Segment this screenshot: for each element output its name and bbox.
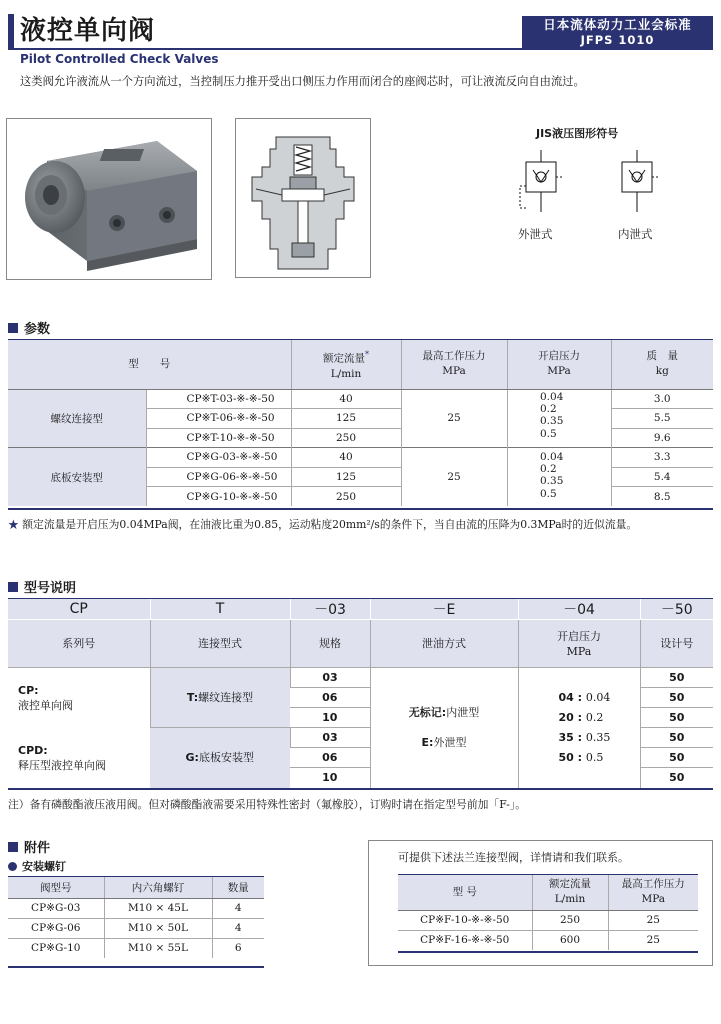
title-accent-bar [8,14,14,50]
pressure-cell: 25 [401,448,507,507]
mass-cell: 3.3 [611,448,713,468]
model-cell: CP※T-03-※-※-50 [146,389,291,409]
flow-cell: 40 [291,389,401,409]
standard-line-2: JFPS 1010 [580,33,655,47]
flow-cell: 250 [291,487,401,507]
group-threaded: 螺纹连接型 [8,389,146,448]
valve-section-drawing [235,118,371,278]
table-row [8,448,713,468]
square-bullet-icon [8,582,18,592]
series-cell: CP: 液控单向阀 CPD: 释压型液控单向阀 [8,668,150,788]
bolt-col-qty: 数量 [212,877,264,898]
model-code-note: 注）备有磷酸酯液压液用阀。但对磷酸酯液需要采用特殊性密封（氟橡胶），订购时请在指定型号前加「F-」。 [8,798,527,811]
connection-subplate: G:底板安装型 [150,728,290,788]
params-col-pressure: 最高工作压力 MPa [401,340,507,389]
design-cell: 50 [640,728,713,748]
flange-col-pressure: 最高工作压力 MPa [608,875,698,910]
mass-cell: 5.4 [611,467,713,487]
params-heading-text: 参数 [24,322,51,337]
accessories-heading-text: 附件 [24,841,51,856]
model-cell: CP※G-10-※-※-50 [146,487,291,507]
crack-value: 0.5 [540,427,557,440]
model-code-heading-text: 型号说明 [24,581,77,596]
page-title: 液控单向阀 [20,16,156,46]
bolt-table-bottom-rule [8,966,264,968]
external-drain-caption: 外泄式 [518,227,553,241]
standard-badge [522,16,713,48]
flange-table [398,875,698,950]
table-row: CP※G-06 M10 × 50L 4 [8,918,264,938]
params-footnote [8,517,637,532]
size-cell: 03 [290,668,370,688]
internal-drain-symbol [612,150,662,216]
square-bullet-icon [8,842,18,852]
crack-value: 0.04 [540,391,564,403]
crack-value: 0.2 [540,403,557,416]
label-connection: 连接型式 [150,620,290,668]
model-code-table [8,599,713,788]
star-icon: ★ [8,518,19,531]
bolt-col-model: 阀型号 [8,877,104,898]
size-cell: 10 [290,768,370,788]
label-series: 系列号 [8,620,150,668]
label-crack: 开启压力 MPa [518,620,640,668]
params-col-model: 型 号 [8,340,291,389]
model-cell: CP※G-03-※-※-50 [146,448,291,468]
crack-values-threaded [540,391,580,440]
jis-symbol-title: JIS液压图形符号 [536,127,619,140]
design-cell: 50 [640,688,713,708]
mass-cell: 8.5 [611,487,713,507]
cross-section-illustration [236,119,370,277]
drain-cell: 无标记:内泄型 E:外泄型 [370,668,518,788]
product-photo [6,118,212,280]
params-col-mass: 质 量 kg [611,340,713,389]
model-code-heading [8,577,76,596]
connection-threaded: T:螺纹连接型 [150,668,290,728]
accessories-subheading-text: 安装螺钉 [22,860,66,873]
flow-cell: 125 [291,409,401,429]
accessories-subheading [8,858,66,874]
params-footnote-text: 额定流量是开启压为0.04MPa阀，在油液比重为0.85，运动粘度20mm²/s的条件下，当自由流的压降为0.3MPa时的近似流量。 [22,518,638,531]
table-row: CP※G-03 M10 × 45L 4 [8,898,264,918]
crack-value: 0.2 [540,463,557,476]
title-rule [8,48,713,50]
external-drain-symbol [516,150,566,216]
flow-cell: 40 [291,448,401,468]
bolt-col-bolt: 内六角螺钉 [104,877,212,898]
bolt-table [8,877,264,958]
table-row: CP※G-10 M10 × 55L 6 [8,938,264,958]
standard-line-1: 日本流体动力工业会标准 [543,17,692,32]
table-row: CP※F-16-※-※-50 600 25 [398,930,698,950]
circle-bullet-icon [8,862,17,871]
size-cell: 10 [290,708,370,728]
params-bottom-rule [8,508,713,510]
model-code-bottom-rule [8,788,713,790]
intro-text: 这类阀允许液流从一个方向流过，当控制压力推开受出口侧压力作用而闭合的座阀芯时，可让液流反向自由流过。 [20,75,585,88]
params-col-crack: 开启压力 MPa [507,340,611,389]
params-col-flow: 额定流量* L/min [291,340,401,389]
pressure-cell: 25 [401,389,507,448]
design-cell: 50 [640,708,713,728]
group-subplate: 底板安装型 [8,448,146,507]
page-subtitle-english: Pilot Controlled Check Valves [20,52,219,66]
label-drain: 泄油方式 [370,620,518,668]
mass-cell: 5.5 [611,409,713,429]
crack-value: 0.35 [540,475,564,488]
flange-note: 可提供下述法兰连接型阀，详情请和我们联系。 [398,851,629,864]
crack-value: 0.04 [540,451,564,463]
label-design: 设计号 [640,620,713,668]
label-size: 规格 [290,620,370,668]
code-design: －50 [640,599,713,620]
params-heading [8,318,50,337]
table-row: CP※F-10-※-※-50 250 25 [398,910,698,930]
design-cell: 50 [640,748,713,768]
label-row [8,620,713,668]
mass-cell: 9.6 [611,428,713,448]
valve-photo-illustration [7,119,211,279]
crack-cell: 04 : 0.04 20 : 0.2 35 : 0.35 50 : 0.5 [518,668,640,788]
model-cell: CP※T-10-※-※-50 [146,428,291,448]
flange-col-model: 型 号 [398,875,532,910]
crack-value: 0.35 [540,415,564,428]
code-drain: －E [370,599,518,620]
flow-cell: 125 [291,467,401,487]
code-crack: －04 [518,599,640,620]
model-cell: CP※G-06-※-※-50 [146,467,291,487]
internal-drain-caption: 内泄式 [618,227,653,241]
size-cell: 03 [290,728,370,748]
code-series: CP [8,599,150,620]
code-size: －03 [290,599,370,620]
crack-values-subplate [540,451,580,500]
model-cell: CP※T-06-※-※-50 [146,409,291,429]
table-row [8,389,713,409]
design-cell: 50 [640,768,713,788]
params-table [8,340,713,506]
size-cell: 06 [290,748,370,768]
code-row [8,599,713,620]
code-connection: T [150,599,290,620]
flange-table-bottom-rule [398,951,698,953]
design-cell: 50 [640,668,713,688]
mass-cell: 3.0 [611,389,713,409]
size-cell: 06 [290,688,370,708]
flow-cell: 250 [291,428,401,448]
accessories-heading [8,837,50,856]
square-bullet-icon [8,323,18,333]
crack-value: 0.5 [540,487,557,500]
flange-col-flow: 额定流量 L/min [532,875,608,910]
table-row [8,668,713,688]
